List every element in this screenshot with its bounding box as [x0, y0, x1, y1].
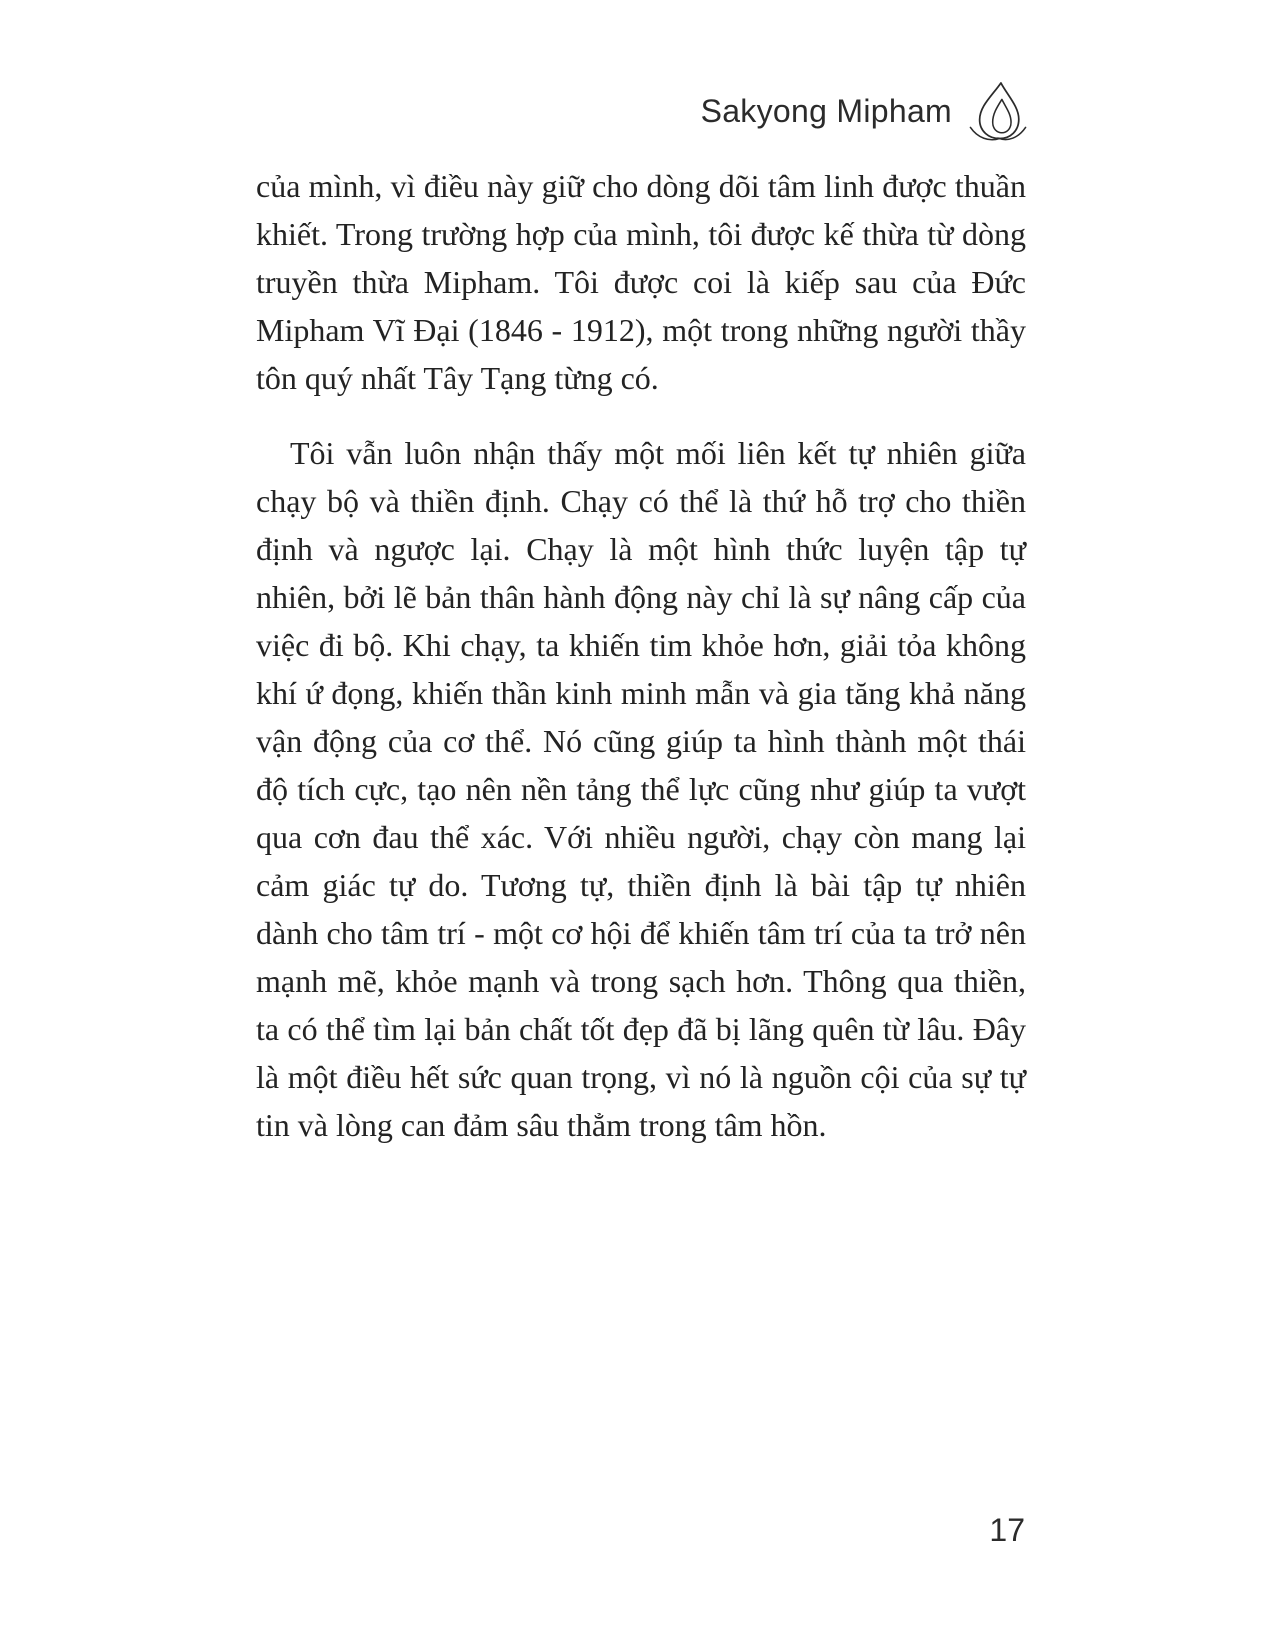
- page-number: 17: [989, 1512, 1025, 1548]
- paragraph: Tôi vẫn luôn nhận thấy một mối liên kết tự nhiên giữa chạy bộ và thiền định. Chạy có thể là thứ hỗ trợ cho thiền định và ngược lại. Chạy là một hình thức luyện tập tự nhiên, bởi lẽ bản thân hành động này chỉ là sự nâng cấp của việc đi bộ. Khi chạy, ta khiến tim khỏe hơn, giải tỏa không khí ứ đọng, khiến thần kinh minh mẫn và gia tăng khả năng vận động của cơ thể. Nó cũng giúp ta hình thành một thái độ tích cực, tạo nên nền tảng thể lực cũng như giúp ta vượt qua cơn đau thể xác. Với nhiều người, chạy còn mang lại cảm giác tự do. Tương tự, thiền định là bài tập tự nhiên dành cho tâm trí - một cơ hội để khiến tâm trí của ta trở nên mạnh mẽ, khỏe mạnh và trong sạch hơn. Thông qua thiền, ta có thể tìm lại bản chất tốt đẹp đã bị lãng quên từ lâu. Đây là một điều hết sức quan trọng, vì nó là nguồn cội của sự tự tin và lòng can đảm sâu thẳm trong tâm hồn.: [256, 435, 1026, 1143]
- page-header: [701, 80, 1027, 142]
- lotus-icon: [969, 80, 1027, 142]
- page-body: [256, 162, 1026, 1149]
- paragraph: của mình, vì điều này giữ cho dòng dõi tâm linh được thuần khiết. Trong trường hợp của mình, tôi được kế thừa từ dòng truyền thừa Mipham. Tôi được coi là kiếp sau của Đức Mipham Vĩ Đại (1846 - 1912), một trong những người thầy tôn quý nhất Tây Tạng từng có.: [256, 168, 1026, 396]
- running-header-title: Sakyong Mipham: [700, 92, 952, 129]
